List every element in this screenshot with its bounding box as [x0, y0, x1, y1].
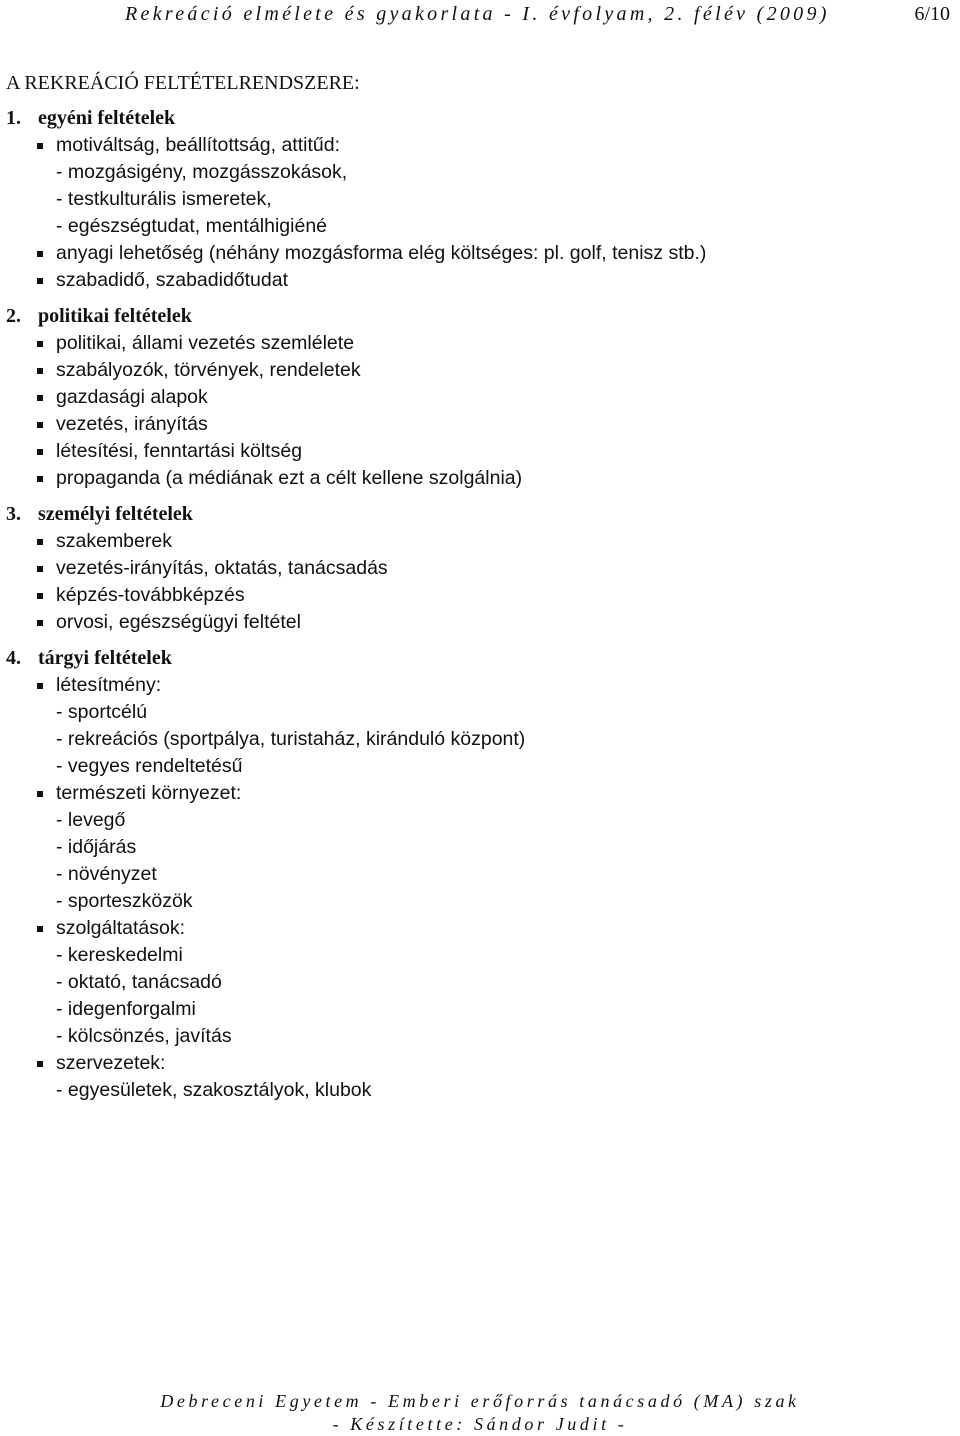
- sub-item: [0, 1023, 960, 1050]
- sub-item: [0, 1077, 960, 1104]
- section: [0, 501, 960, 636]
- page-header: [0, 0, 960, 40]
- section-title-text: politikai feltételek: [38, 305, 192, 327]
- sub-item: [0, 807, 960, 834]
- item-text: motiváltság, beállítottság, attitűd:: [56, 134, 340, 156]
- sub-item: [0, 159, 960, 186]
- sub-item: [0, 834, 960, 861]
- square-bullet-icon: [37, 593, 43, 599]
- footer-author: - Készítette: Sándor Judit -: [332, 1414, 628, 1434]
- item-text: - sporteszközök: [56, 890, 193, 912]
- item-text: szabályozók, törvények, rendeletek: [56, 359, 361, 381]
- item-text: - kereskedelmi: [56, 944, 183, 966]
- square-bullet-icon: [37, 422, 43, 428]
- item-text: természeti környezet:: [56, 782, 242, 804]
- item-text: vezetés-irányítás, oktatás, tanácsadás: [56, 557, 388, 579]
- bullet-item: [0, 555, 960, 582]
- bullet-item: [0, 357, 960, 384]
- header-title: Rekreáció elmélete és gyakorlata - I. évfolyam, 2. félév (2009): [125, 3, 830, 25]
- sub-item: [0, 996, 960, 1023]
- item-text: anyagi lehetőség (néhány mozgásforma elég költséges: pl. golf, tenisz stb.): [56, 242, 707, 264]
- item-text: - egyesületek, szakosztályok, klubok: [56, 1079, 372, 1101]
- square-bullet-icon: [37, 620, 43, 626]
- item-text: - kölcsönzés, javítás: [56, 1025, 232, 1047]
- section-number: 4.: [6, 647, 21, 669]
- bullet-item: [0, 132, 960, 159]
- sub-item: [0, 726, 960, 753]
- square-bullet-icon: [37, 368, 43, 374]
- section-title-text: egyéni feltételek: [38, 107, 176, 129]
- page-number: 6/10: [914, 3, 950, 25]
- item-text: - oktató, tanácsadó: [56, 971, 222, 993]
- section: [0, 303, 960, 492]
- section-title: [0, 303, 960, 330]
- section-title: [0, 645, 960, 672]
- item-text: - mozgásigény, mozgásszokások,: [56, 161, 348, 183]
- bullet-item: [0, 411, 960, 438]
- footer-institution: Debreceni Egyetem - Emberi erőforrás tanácsadó (MA) szak: [160, 1391, 800, 1411]
- bullet-item: [0, 1050, 960, 1077]
- item-text: - rekreációs (sportpálya, turistaház, kiránduló központ): [56, 728, 526, 750]
- square-bullet-icon: [37, 143, 43, 149]
- bullet-item: [0, 915, 960, 942]
- section: [0, 105, 960, 294]
- sub-item: [0, 699, 960, 726]
- bullet-item: [0, 384, 960, 411]
- item-text: szolgáltatások:: [56, 917, 185, 939]
- section-title-text: tárgyi feltételek: [38, 647, 172, 669]
- sub-item: [0, 186, 960, 213]
- item-text: orvosi, egészségügyi feltétel: [56, 611, 301, 633]
- item-text: szakemberek: [56, 530, 172, 552]
- square-bullet-icon: [37, 476, 43, 482]
- bullet-item: [0, 240, 960, 267]
- square-bullet-icon: [37, 683, 43, 689]
- item-text: - sportcélú: [56, 701, 148, 723]
- section-number: 2.: [6, 305, 21, 327]
- item-text: - növényzet: [56, 863, 157, 885]
- square-bullet-icon: [37, 566, 43, 572]
- item-text: létesítmény:: [56, 674, 162, 696]
- square-bullet-icon: [37, 926, 43, 932]
- section-title: [0, 105, 960, 132]
- bullet-item: [0, 267, 960, 294]
- bullet-item: [0, 582, 960, 609]
- section-title: [0, 501, 960, 528]
- item-text: politikai, állami vezetés szemlélete: [56, 332, 355, 354]
- bullet-item: [0, 609, 960, 636]
- bullet-item: [0, 780, 960, 807]
- item-text: propaganda (a médiának ezt a célt kellene szolgálnia): [56, 467, 523, 489]
- item-text: - testkulturális ismeretek,: [56, 188, 272, 210]
- bullet-item: [0, 330, 960, 357]
- sub-item: [0, 888, 960, 915]
- document-title: A REKREÁCIÓ FELTÉTELRENDSZERE:: [6, 72, 360, 94]
- square-bullet-icon: [37, 449, 43, 455]
- item-text: - levegő: [56, 809, 126, 831]
- section-number: 3.: [6, 503, 21, 525]
- sub-item: [0, 942, 960, 969]
- square-bullet-icon: [37, 395, 43, 401]
- bullet-item: [0, 438, 960, 465]
- item-text: szabadidő, szabadidőtudat: [56, 269, 289, 291]
- sub-item: [0, 861, 960, 888]
- square-bullet-icon: [37, 1061, 43, 1067]
- sub-item: [0, 753, 960, 780]
- sub-item: [0, 969, 960, 996]
- item-text: szervezetek:: [56, 1052, 166, 1074]
- square-bullet-icon: [37, 539, 43, 545]
- item-text: - vegyes rendeltetésű: [56, 755, 243, 777]
- item-text: - egészségtudat, mentálhigiéné: [56, 215, 328, 237]
- item-text: vezetés, irányítás: [56, 413, 208, 435]
- bullet-item: [0, 672, 960, 699]
- item-text: - idegenforgalmi: [56, 998, 196, 1020]
- section-number: 1.: [6, 107, 21, 129]
- item-text: - időjárás: [56, 836, 137, 858]
- bullet-item: [0, 528, 960, 555]
- sub-item: [0, 213, 960, 240]
- section: [0, 645, 960, 1104]
- bullet-item: [0, 465, 960, 492]
- section-title-text: személyi feltételek: [38, 503, 193, 525]
- item-text: létesítési, fenntartási költség: [56, 440, 303, 462]
- square-bullet-icon: [37, 251, 43, 257]
- item-text: képzés-továbbképzés: [56, 584, 245, 606]
- square-bullet-icon: [37, 278, 43, 284]
- item-text: gazdasági alapok: [56, 386, 208, 408]
- document-body: [0, 105, 960, 1113]
- square-bullet-icon: [37, 791, 43, 797]
- square-bullet-icon: [37, 341, 43, 347]
- page-footer: [0, 1390, 960, 1436]
